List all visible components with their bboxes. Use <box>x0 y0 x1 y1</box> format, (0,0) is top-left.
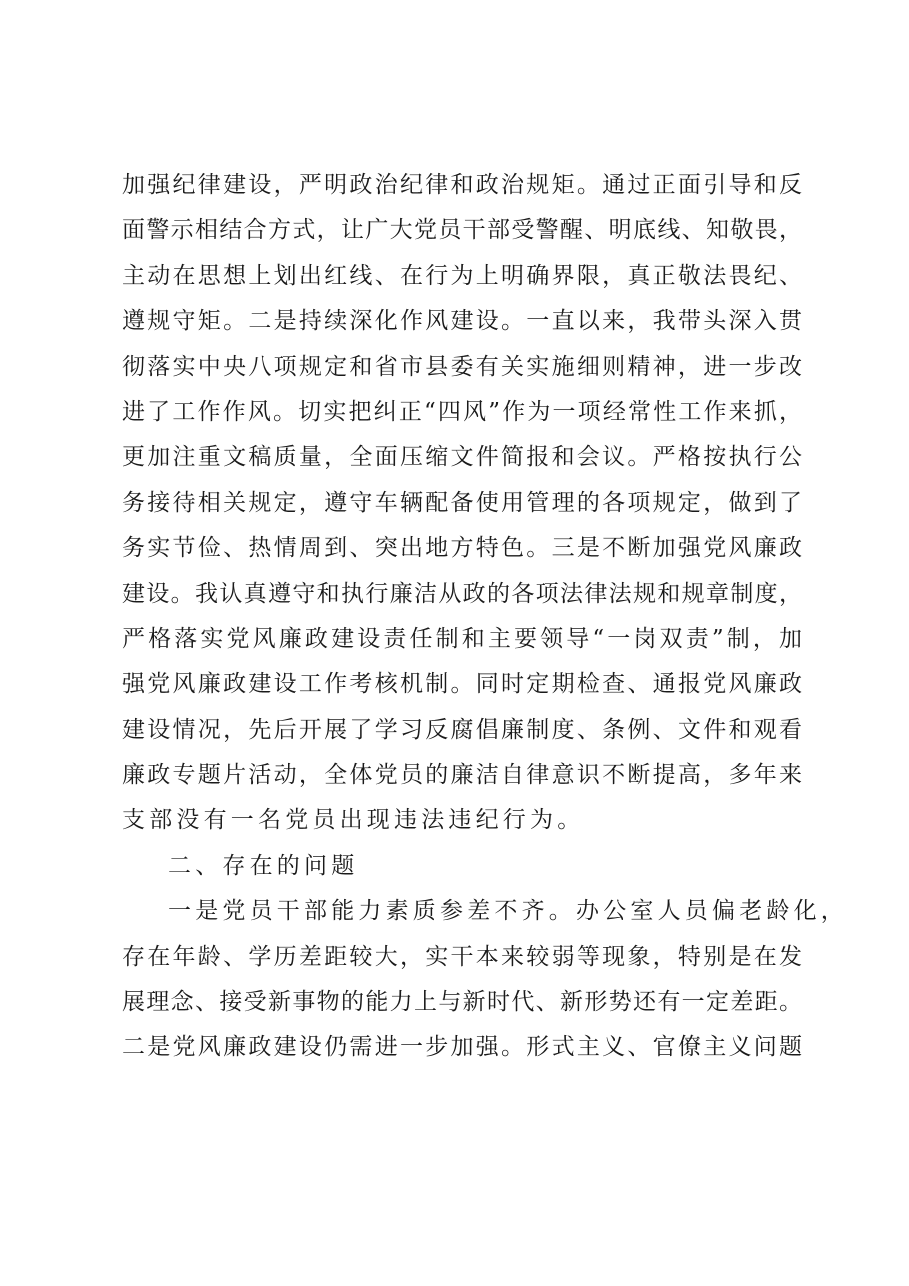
document-body <box>122 163 848 1071</box>
text-line: 严格落实党风廉政建设责任制和主要领导“一岗双责”制，加 <box>122 625 802 652</box>
text-line: 面警示相结合方式，让广大党员干部受警醒、明底线、知敬畏， <box>122 217 802 244</box>
text-line: 主动在思想上划出红线、在行为上明确界限，真正敬法畏纪、 <box>122 262 802 289</box>
text-line: 廉政专题片活动，全体党员的廉洁自律意识不断提高，多年来 <box>122 762 802 789</box>
text-line: 建设情况，先后开展了学习反腐倡廉制度、条例、文件和观看 <box>122 716 802 743</box>
text-line: 更加注重文稿质量，全面压缩文件简报和会议。严格按执行公 <box>122 444 802 471</box>
text-line: 务接待相关规定，遵守车辆配备使用管理的各项规定，做到了 <box>122 489 802 516</box>
text-line: 遵规守矩。二是持续深化作风建设。一直以来，我带头深入贯 <box>122 308 802 335</box>
text-line: 二是党风廉政建设仍需进一步加强。形式主义、官僚主义问题 <box>122 1034 802 1061</box>
text-line: 存在年龄、学历差距较大，实干本来较弱等现象，特别是在发 <box>122 943 802 970</box>
text-line: 进了工作作风。切实把纠正“四风”作为一项经常性工作来抓， <box>122 398 802 425</box>
section-heading: 二、存在的问题 <box>168 852 359 879</box>
text-line: 强党风廉政建设工作考核机制。同时定期检查、通报党风廉政 <box>122 671 802 698</box>
text-line: 支部没有一名党员出现违法违纪行为。 <box>122 807 585 834</box>
text-line: 加强纪律建设，严明政治纪律和政治规矩。通过正面引导和反 <box>122 172 802 198</box>
text-line: 展理念、接受新事物的能力上与新时代、新形势还有一定差距。 <box>122 989 802 1016</box>
text-line: 建设。我认真遵守和执行廉洁从政的各项法律法规和规章制度， <box>122 580 802 607</box>
text-line: 一是党员干部能力素质参差不齐。办公室人员偏老龄化， <box>168 898 848 925</box>
text-line: 务实节俭、热情周到、突出地方特色。三是不断加强党风廉政 <box>122 535 802 562</box>
text-line: 彻落实中央八项规定和省市县委有关实施细则精神，进一步改 <box>122 353 802 380</box>
